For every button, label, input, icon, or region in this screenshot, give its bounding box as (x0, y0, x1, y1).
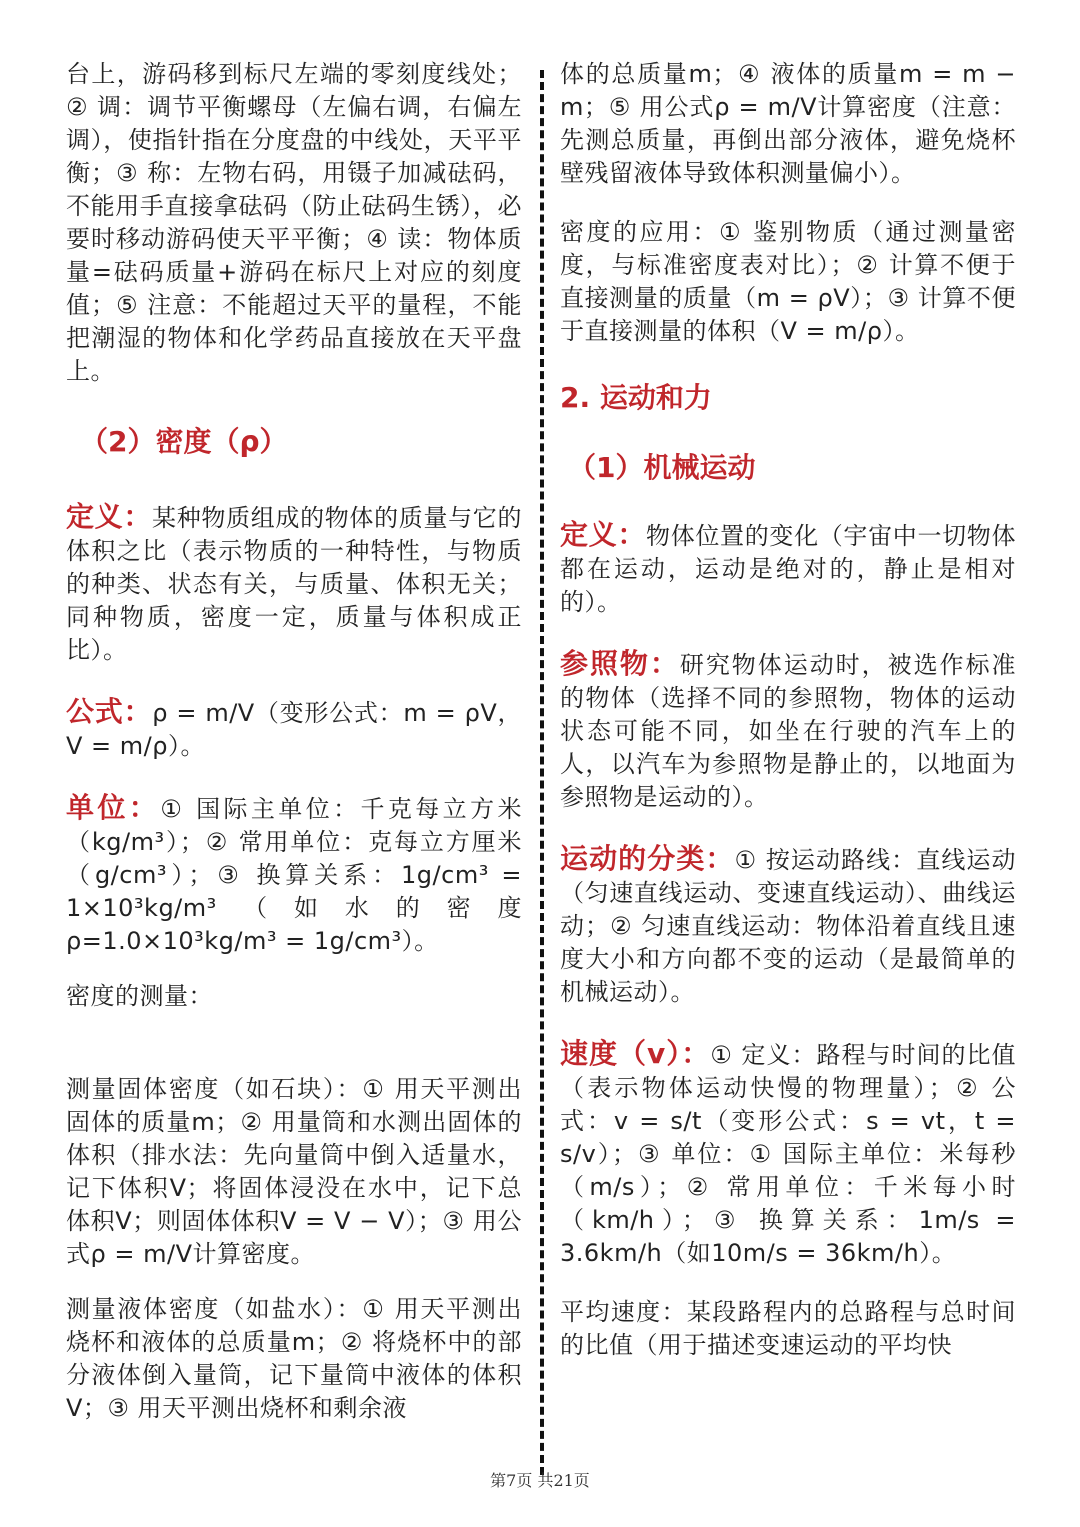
density-definition (66, 500, 522, 667)
density-unit (66, 791, 522, 958)
liquid-measurement-continued: 体的总质量m；④ 液体的质量m = m − m；⑤ 用公式ρ = m/V计算密度（注意：先测总质量，再倒出部分液体，避免烧杯壁残留液体导致体积测量偏小）。 (560, 60, 1016, 187)
column-divider (540, 70, 544, 1475)
formula-text: ρ = m/V（变形公式：m = ρV，V = m/ρ）。 (66, 699, 522, 760)
right-column (560, 58, 1016, 1362)
reference-object-label: 参照物： (560, 647, 680, 680)
balance-usage-text: 台上，游码移到标尺左端的零刻度线处；② 调：调节平衡螺母（左偏右调，右偏左调），使指针指在分度盘的中线处，天平平衡；③ 称：左物右码，用镊子加减砝码，不能用手直接拿砝码（防止砝码生锈），必要时移动游码使天平平衡；④ 读：物体质量=砝码质量+游码在标尺上对应的刻度值；⑤ 注意：不能超过天平的量程，不能把潮湿的物体和化学药品直接放在天平盘上。 (66, 60, 522, 385)
left-column (66, 58, 522, 1425)
reference-object-text: 研究物体运动时，被选作标准的物体（选择不同的参照物，物体的运动状态可能不同，如坐在行驶的汽车上的人，以汽车为参照物是静止的，以地面为参照物是运动的）。 (560, 651, 1016, 811)
motion-classification (560, 842, 1016, 1009)
motion-definition-label: 定义： (560, 518, 647, 551)
liquid-density-measurement: 测量液体密度（如盐水）：① 用天平测出烧杯和液体的总质量m；② 将烧杯中的部分液体倒入量筒，记下量筒中液体的体积V；③ 用天平测出烧杯和剩余液 (66, 1295, 522, 1422)
definition-text: 某种物质组成的物体的质量与它的体积之比（表示物质的一种特性，与物质的种类、状态有关，与质量、体积无关；同种物质，密度一定，质量与体积成正比）。 (66, 504, 522, 664)
solid-density-measurement: 测量固体密度（如石块）：① 用天平测出固体的质量m；② 用量筒和水测出固体的体积（排水法：先向量筒中倒入适量水，记下体积V；将固体浸没在水中，记下总体积V；则固体体积V = V − V）；③ 用公式ρ = m/V计算密度。 (66, 1075, 522, 1268)
speed-text: ① 定义：路程与时间的比值（表示物体运动快慢的物理量）；② 公式：v = s/t（变形公式：s = vt，t = s/v）；③ 单位：① 国际主单位：米每秒（m/s）；② 常用单位：千米每小时（km/h）；③ 换算关系：1m/s = 3.6km/h（如10m/s = 36km/h）。 (560, 1041, 1016, 1267)
density-heading: （2）密度（ρ） (80, 425, 288, 458)
formula-label: 公式： (66, 695, 153, 728)
speed (560, 1037, 1016, 1270)
density-formula (66, 695, 522, 763)
average-speed: 平均速度：某段路程内的总路程与总时间的比值（用于描述变速运动的平均快 (560, 1298, 1016, 1359)
definition-label: 定义： (66, 500, 153, 533)
motion-definition (560, 518, 1016, 619)
unit-label: 单位： (66, 791, 161, 824)
unit-text: ① 国际主单位：千克每立方米（kg/m³）；② 常用单位：克每立方厘米（g/cm³）；③ 换算关系：1g/cm³ = 1×10³kg/m³（如水的密度ρ=1.0×10³kg/m³ = 1g/cm³）。 (66, 795, 522, 955)
motion-classification-text: ① 按运动路线：直线运动（匀速直线运动、变速直线运动）、曲线运动；② 匀速直线运动：物体沿着直线且速度大小和方向都不变的运动（是最简单的机械运动）。 (560, 846, 1016, 1006)
speed-label: 速度（v）： (560, 1037, 711, 1070)
motion-force-heading: 2. 运动和力 (560, 381, 712, 414)
page-number-footer: 第7页 共21页 (490, 1471, 590, 1490)
density-measurement-title: 密度的测量： (66, 982, 213, 1010)
mechanical-motion-heading: （1）机械运动 (568, 451, 756, 484)
density-applications: 密度的应用：① 鉴别物质（通过测量密度，与标准密度表对比）；② 计算不便于直接测量的质量（m = ρV）；③ 计算不便于直接测量的体积（V = m/ρ）。 (560, 218, 1016, 345)
motion-definition-text: 物体位置的变化（宇宙中一切物体都在运动，运动是绝对的，静止是相对的）。 (560, 522, 1016, 616)
reference-object (560, 647, 1016, 814)
motion-classification-label: 运动的分类： (560, 842, 735, 875)
